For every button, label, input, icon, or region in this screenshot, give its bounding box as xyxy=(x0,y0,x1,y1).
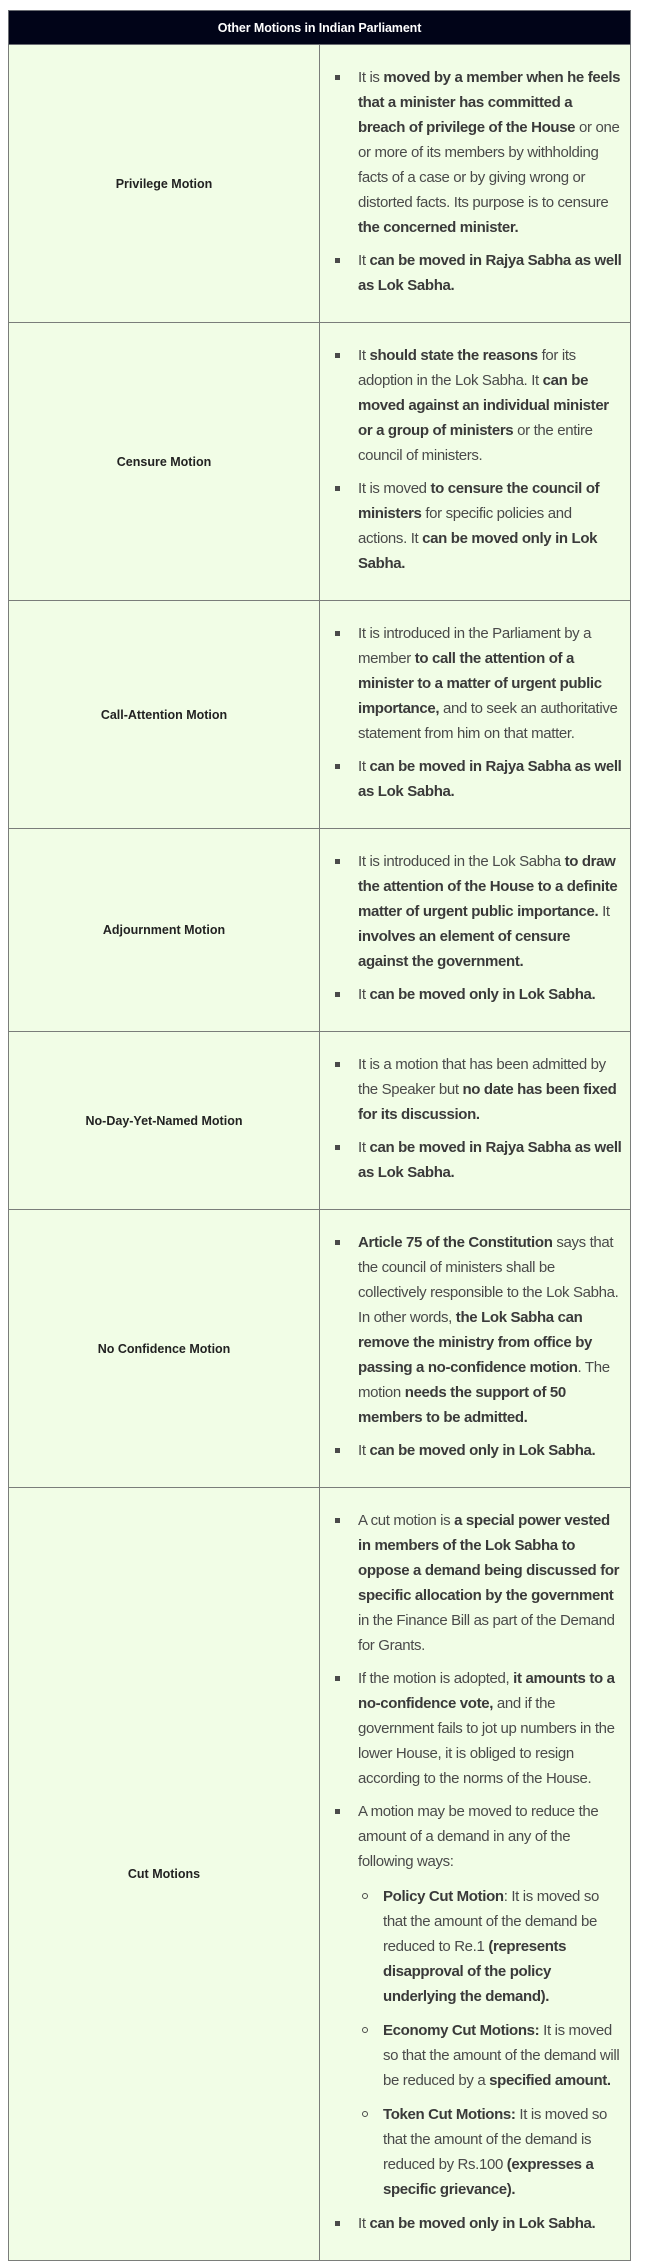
motion-description-cell xyxy=(320,1488,631,2261)
bold-text: can be moved in Rajya Sabha as well as Lok Sabha. xyxy=(358,252,622,294)
bold-text: can be moved only in Lok Sabha. xyxy=(358,530,598,572)
bold-text: to censure the council of ministers xyxy=(358,480,600,522)
bullet-list xyxy=(320,621,622,804)
motion-description-cell xyxy=(320,323,631,601)
text: It is a motion that has been admitted by the Speaker but xyxy=(358,1056,606,1098)
motion-description-cell xyxy=(320,601,631,829)
bold-text: the concerned minister. xyxy=(358,219,519,236)
list-item xyxy=(320,1052,622,1127)
motions-table-container xyxy=(8,10,631,2261)
text: It xyxy=(358,986,370,1003)
bold-text: can be moved only in Lok Sabha. xyxy=(369,2215,596,2232)
text: It is introduced in the Lok Sabha xyxy=(358,853,565,870)
text: A cut motion is xyxy=(358,1512,455,1529)
text: It xyxy=(358,758,370,775)
list-item xyxy=(320,1666,622,1791)
text: It is introduced in the Parliament by a member xyxy=(358,625,592,667)
bold-text: can be moved against an individual minister or a group of ministers xyxy=(358,372,609,439)
bullet-list xyxy=(320,65,622,298)
motion-description-cell xyxy=(320,45,631,323)
sub-list-item xyxy=(358,2102,622,2202)
motion-description-cell xyxy=(320,1210,631,1488)
bold-text: should state the reasons xyxy=(369,347,538,364)
motion-name-cell: Privilege Motion xyxy=(9,45,320,323)
text: It is moved xyxy=(358,480,431,497)
bold-text: specified amount. xyxy=(489,2072,611,2089)
bold-text: it amounts to a no-confidence vote, xyxy=(358,1670,615,1712)
motion-name-cell: Cut Motions xyxy=(9,1488,320,2261)
text: It xyxy=(358,1139,370,1156)
text: It xyxy=(358,2215,370,2232)
bold-text: to draw the attention of the House to a definite matter of urgent public importance. xyxy=(358,853,618,920)
text: for its adoption in the Lok Sabha. It xyxy=(358,347,576,389)
bold-text: Economy Cut Motions: xyxy=(383,2022,540,2039)
text: It xyxy=(598,903,610,920)
table-header-row xyxy=(9,11,631,45)
motion-name-cell: No-Day-Yet-Named Motion xyxy=(9,1032,320,1210)
text: and if the government fails to jot up numbers in the lower House, it is obliged to resign according to the norms of the House. xyxy=(358,1695,615,1787)
list-item xyxy=(320,1508,622,1658)
table-row xyxy=(9,323,631,601)
bold-text: a special power vested in members of the Lok Sabha to oppose a demand being discussed for specific allocation by the government xyxy=(358,1512,620,1604)
bold-text: no date has been fixed for its discussion. xyxy=(358,1081,617,1123)
list-item xyxy=(320,476,622,576)
bold-text: involves an element of censure against the government. xyxy=(358,928,571,970)
motions-table xyxy=(8,10,631,2261)
motion-description-cell xyxy=(320,829,631,1032)
bold-text: can be moved only in Lok Sabha. xyxy=(369,1442,596,1459)
table-row xyxy=(9,601,631,829)
text: It xyxy=(358,252,370,269)
text: : It is moved so that the amount of the demand be reduced to Re.1 xyxy=(383,1888,599,1955)
text: in the Finance Bill as part of the Demand for Grants. xyxy=(358,1612,615,1654)
text: It is moved so that the amount of the demand will be reduced by a xyxy=(383,2022,620,2089)
sub-list-item xyxy=(358,1884,622,2009)
text: or one or more of its members by withholding facts of a case or by giving wrong or distorted facts. Its purpose is to censure xyxy=(358,119,620,211)
text: for specific policies and actions. It xyxy=(358,505,572,547)
bold-text: Article 75 of the Constitution xyxy=(358,1234,553,1251)
bold-text: (expresses a specific grievance). xyxy=(383,2156,594,2198)
text: says that the council of ministers shall be collectively responsible to the Lok Sabha. In other words, xyxy=(358,1234,619,1326)
text: It xyxy=(358,347,370,364)
bold-text: can be moved only in Lok Sabha. xyxy=(369,986,596,1003)
text: If the motion is adopted, xyxy=(358,1670,514,1687)
list-item xyxy=(320,1799,622,2202)
list-item xyxy=(320,849,622,974)
list-item xyxy=(320,1135,622,1185)
sub-list-item xyxy=(358,2018,622,2093)
bold-text: can be moved in Rajya Sabha as well as Lok Sabha. xyxy=(358,758,622,800)
motion-name-cell: No Confidence Motion xyxy=(9,1210,320,1488)
table-row xyxy=(9,829,631,1032)
list-item xyxy=(320,621,622,746)
bold-text: needs the support of 50 members to be admitted. xyxy=(358,1384,566,1426)
list-item xyxy=(320,248,622,298)
table-body xyxy=(9,45,631,2261)
bold-text: Token Cut Motions: xyxy=(383,2106,516,2123)
motion-name-cell: Censure Motion xyxy=(9,323,320,601)
bold-text: to call the attention of a minister to a matter of urgent public importance, xyxy=(358,650,602,717)
motion-name-cell: Call-Attention Motion xyxy=(9,601,320,829)
list-item xyxy=(320,343,622,468)
table-row xyxy=(9,1210,631,1488)
list-item xyxy=(320,2211,622,2236)
text: It is xyxy=(358,69,384,86)
bullet-list xyxy=(320,1230,622,1463)
table-row xyxy=(9,45,631,323)
list-item xyxy=(320,65,622,240)
bold-text: the Lok Sabha can remove the ministry from office by passing a no-confidence motion xyxy=(358,1309,592,1376)
list-item xyxy=(320,1438,622,1463)
bold-text: moved by a member when he feels that a minister has committed a breach of privilege of the House xyxy=(358,69,621,136)
list-item xyxy=(320,754,622,804)
bullet-list xyxy=(320,1052,622,1185)
bullet-list xyxy=(320,1508,622,2236)
bold-text: (represents disapproval of the policy underlying the demand). xyxy=(383,1938,567,2005)
list-item xyxy=(320,982,622,1007)
text: and to seek an authoritative statement from him on that matter. xyxy=(358,700,618,742)
text: It xyxy=(358,1442,370,1459)
table-row xyxy=(9,1032,631,1210)
bullet-list xyxy=(320,849,622,1007)
table-row xyxy=(9,1488,631,2261)
bullet-list xyxy=(320,343,622,576)
sub-bullet-list xyxy=(358,1884,622,2202)
motion-name-cell: Adjournment Motion xyxy=(9,829,320,1032)
text: . The motion xyxy=(358,1359,610,1401)
table-title: Other Motions in Indian Parliament xyxy=(9,11,631,45)
text: It is moved so that the amount of the demand is reduced by Rs.100 xyxy=(383,2106,608,2173)
text: or the entire council of ministers. xyxy=(358,422,593,464)
text: A motion may be moved to reduce the amount of a demand in any of the following ways: xyxy=(358,1803,599,1870)
bold-text: Policy Cut Motion xyxy=(383,1888,504,1905)
list-item xyxy=(320,1230,622,1430)
motion-description-cell xyxy=(320,1032,631,1210)
bold-text: can be moved in Rajya Sabha as well as Lok Sabha. xyxy=(358,1139,622,1181)
